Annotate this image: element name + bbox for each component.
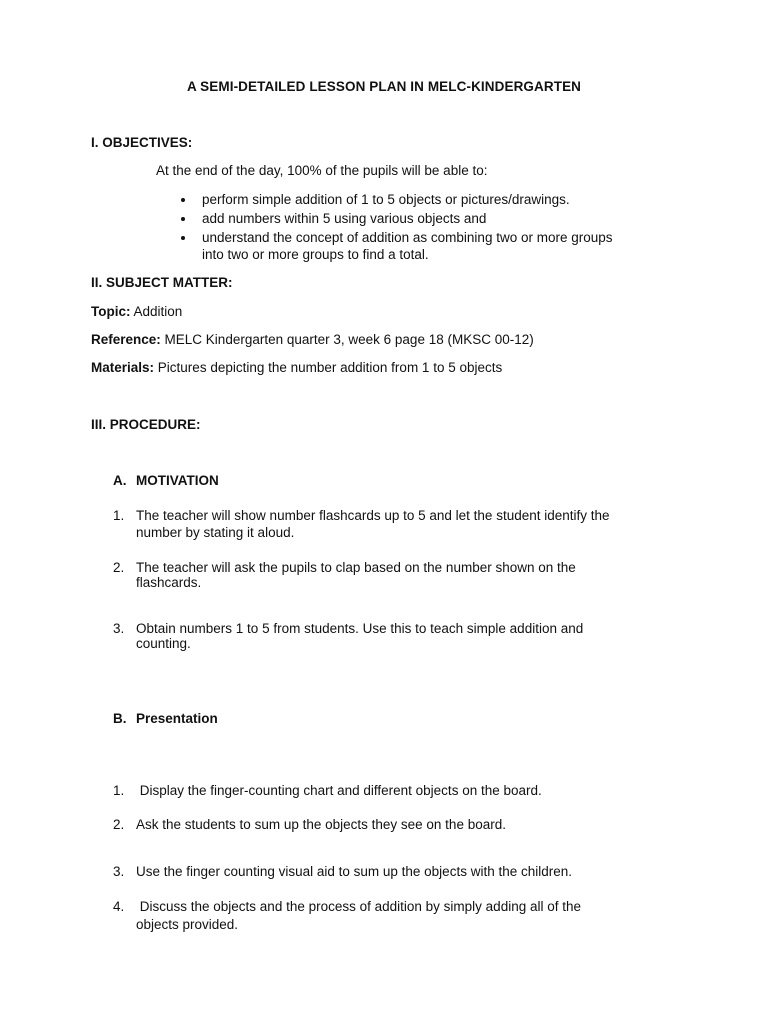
materials-value: Pictures depicting the number addition from 1 to 5 objects xyxy=(157,360,503,375)
procedure-heading: III. PROCEDURE: xyxy=(91,417,201,432)
list-number: 2. xyxy=(113,560,125,575)
list-number: 3. xyxy=(113,621,125,636)
reference-value: MELC Kindergarten quarter 3, week 6 page 18 (MKSC 00-12) xyxy=(164,332,534,347)
bullet-dot xyxy=(181,198,185,202)
materials-line xyxy=(91,360,502,375)
motivation-item-continuation: number by stating it aloud. xyxy=(136,525,295,540)
list-number: 1. xyxy=(113,783,125,798)
list-number: 1. xyxy=(113,508,125,523)
bullet-dot xyxy=(181,217,185,221)
objectives-intro: At the end of the day, 100% of the pupils will be able to: xyxy=(156,163,488,178)
presentation-marker: B. xyxy=(113,711,127,726)
reference-label: Reference: xyxy=(91,332,161,347)
motivation-heading: MOTIVATION xyxy=(136,473,219,488)
document-title: A SEMI-DETAILED LESSON PLAN IN MELC-KINDERGARTEN xyxy=(186,79,582,94)
objective-item: add numbers within 5 using various objects and xyxy=(202,211,487,226)
bullet-dot xyxy=(181,236,185,240)
motivation-item-continuation: flashcards. xyxy=(136,575,202,590)
presentation-heading: Presentation xyxy=(136,711,218,726)
presentation-item-continuation: objects provided. xyxy=(136,917,239,932)
objective-item: understand the concept of addition as combining two or more groups xyxy=(202,230,613,245)
presentation-item: Use the finger counting visual aid to sum up the objects with the children. xyxy=(136,864,572,879)
presentation-item: Display the finger-counting chart and different objects on the board. xyxy=(136,783,542,798)
motivation-item: The teacher will show number flashcards up to 5 and let the student identify the xyxy=(136,508,610,523)
motivation-marker: A. xyxy=(113,473,127,488)
motivation-item: The teacher will ask the pupils to clap based on the number shown on the xyxy=(136,560,576,575)
objective-item: perform simple addition of 1 to 5 objects or pictures/drawings. xyxy=(202,192,570,207)
topic-label: Topic: xyxy=(91,304,131,319)
objectives-heading: I. OBJECTIVES: xyxy=(91,135,193,150)
list-number: 3. xyxy=(113,864,125,879)
materials-label: Materials: xyxy=(91,360,155,375)
reference-line xyxy=(91,332,534,347)
presentation-item: Ask the students to sum up the objects they see on the board. xyxy=(136,817,506,832)
list-number: 2. xyxy=(113,817,125,832)
motivation-item-continuation: counting. xyxy=(136,636,191,651)
presentation-item: Discuss the objects and the process of addition by simply adding all of the xyxy=(136,899,581,914)
topic-value: Addition xyxy=(133,304,183,319)
topic-line xyxy=(91,304,182,319)
list-number: 4. xyxy=(113,899,125,914)
motivation-item: Obtain numbers 1 to 5 from students. Use this to teach simple addition and xyxy=(136,621,584,636)
objective-item-continuation: into two or more groups to find a total. xyxy=(202,247,429,262)
subject-matter-heading: II. SUBJECT MATTER: xyxy=(91,275,233,290)
